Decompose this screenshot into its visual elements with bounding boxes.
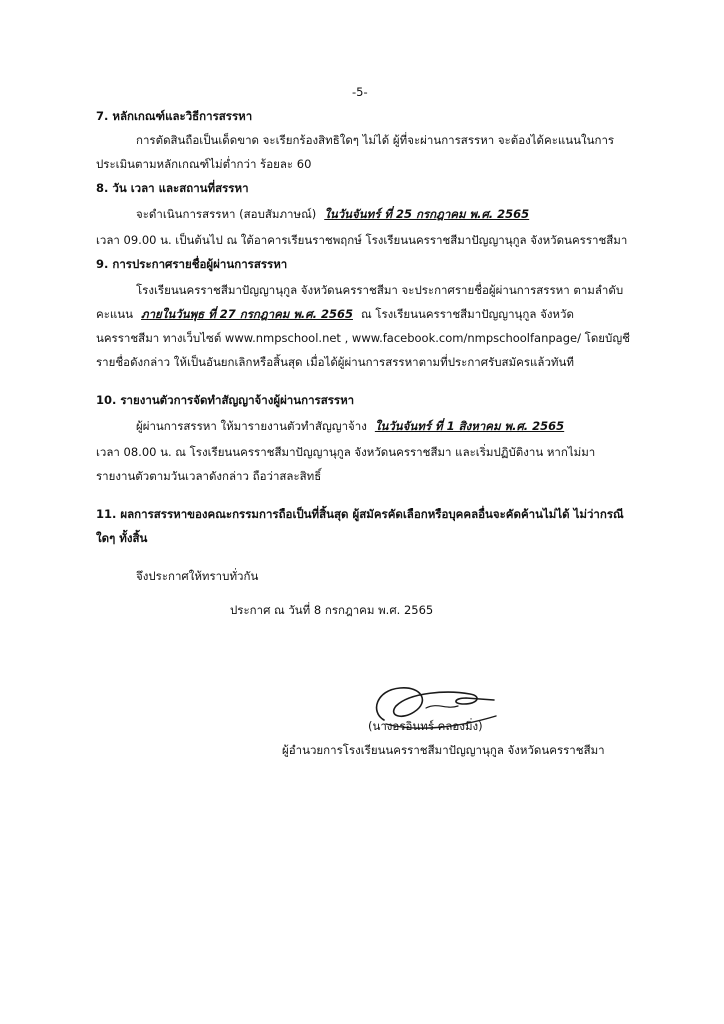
section-7-line-2: ประเมินตามหลักเกณฑ์ไม่ต่ำกว่า ร้อยละ 60 <box>96 157 312 171</box>
section-9-line-4: รายชื่อดังกล่าว ให้เป็นอันยกเลิกหรือสิ้นสุด เมื่อได้ผู้ผ่านการสรรหาตามที่ประกาศรับสมัครแล้วทันที <box>96 355 574 369</box>
section-9-score-label: คะแนน <box>96 307 134 321</box>
announcement-date-line: ประกาศ ณ วันที่ 8 กรกฎาคม พ.ศ. 2565 <box>230 603 434 617</box>
section-8-line-2: เวลา 09.00 น. เป็นต้นไป ณ ใต้อาคารเรียนราชพฤกษ์ โรงเรียนนครราชสีมาปัญญานุกูล จังหวัดนครราชสีมา <box>96 233 628 247</box>
section-9-line-2 <box>96 306 574 322</box>
section-10-line-3: รายงานตัวตามวันเวลาดังกล่าว ถือว่าสละสิทธิ์ <box>96 469 322 483</box>
closing-text: จึงประกาศให้ทราบทั่วกัน <box>136 569 259 583</box>
section-8-heading: 8. วัน เวลา และสถานที่สรรหา <box>96 181 249 195</box>
section-7-heading: 7. หลักเกณฑ์และวิธีการสรรหา <box>96 109 253 123</box>
section-10-line-1 <box>136 418 564 434</box>
section-9-line-1: โรงเรียนนครราชสีมาปัญญานุกูล จังหวัดนครราชสีมา จะประกาศรายชื่อผู้ผ่านการสรรหา ตามลำดับ <box>136 283 624 297</box>
section-10-heading: 10. รายงานตัวการจัดทำสัญญาจ้างผู้ผ่านการสรรหา <box>96 393 355 407</box>
section-9-line-3: นครราชสีมา ทางเว็บไซต์ www.nmpschool.net , www.facebook.com/nmpschoolfanpage/ โดยบัญชี <box>96 331 630 345</box>
section-10-intro: ผู้ผ่านการสรรหา ให้มารายงานตัวทำสัญญาจ้าง <box>136 419 367 433</box>
section-8-intro: จะดำเนินการสรรหา (สอบสัมภาษณ์) <box>136 207 317 221</box>
section-9-location: ณ โรงเรียนนครราชสีมาปัญญานุกูล จังหวัด <box>360 307 574 321</box>
announcement-date: ภายในวันพุธ ที่ 27 กรกฎาคม พ.ศ. 2565 <box>141 307 353 321</box>
section-8-line-1 <box>136 206 529 222</box>
section-11-line-1: 11. ผลการสรรหาของคณะกรรมการถือเป็นที่สิ้นสุด ผู้สมัครคัดเลือกหรือบุคคลอื่นจะคัดค้านไม่ได้ ไม่ว่ากรณี <box>96 507 624 521</box>
signer-name: (นางอรอินทร์ คลองมิ่ง) <box>368 719 483 733</box>
section-10-line-2: เวลา 08.00 น. ณ โรงเรียนนครราชสีมาปัญญานุกูล จังหวัดนครราชสีมา และเริ่มปฏิบัติงาน หากไม่มา <box>96 445 596 459</box>
page-number: -5- <box>352 85 368 99</box>
report-date: ในวันจันทร์ ที่ 1 สิงหาคม พ.ศ. 2565 <box>374 419 565 433</box>
section-9-heading: 9. การประกาศรายชื่อผู้ผ่านการสรรหา <box>96 257 288 271</box>
section-11-line-2: ใดๆ ทั้งสิ้น <box>96 531 148 545</box>
signer-title: ผู้อำนวยการโรงเรียนนครราชสีมาปัญญานุกูล จังหวัดนครราชสีมา <box>282 743 605 757</box>
interview-date: ในวันจันทร์ ที่ 25 กรกฎาคม พ.ศ. 2565 <box>324 207 530 221</box>
section-7-line-1: การตัดสินถือเป็นเด็ดขาด จะเรียกร้องสิทธิใดๆ ไม่ได้ ผู้ที่จะผ่านการสรรหา จะต้องได้คะแนนในการ <box>136 133 615 147</box>
